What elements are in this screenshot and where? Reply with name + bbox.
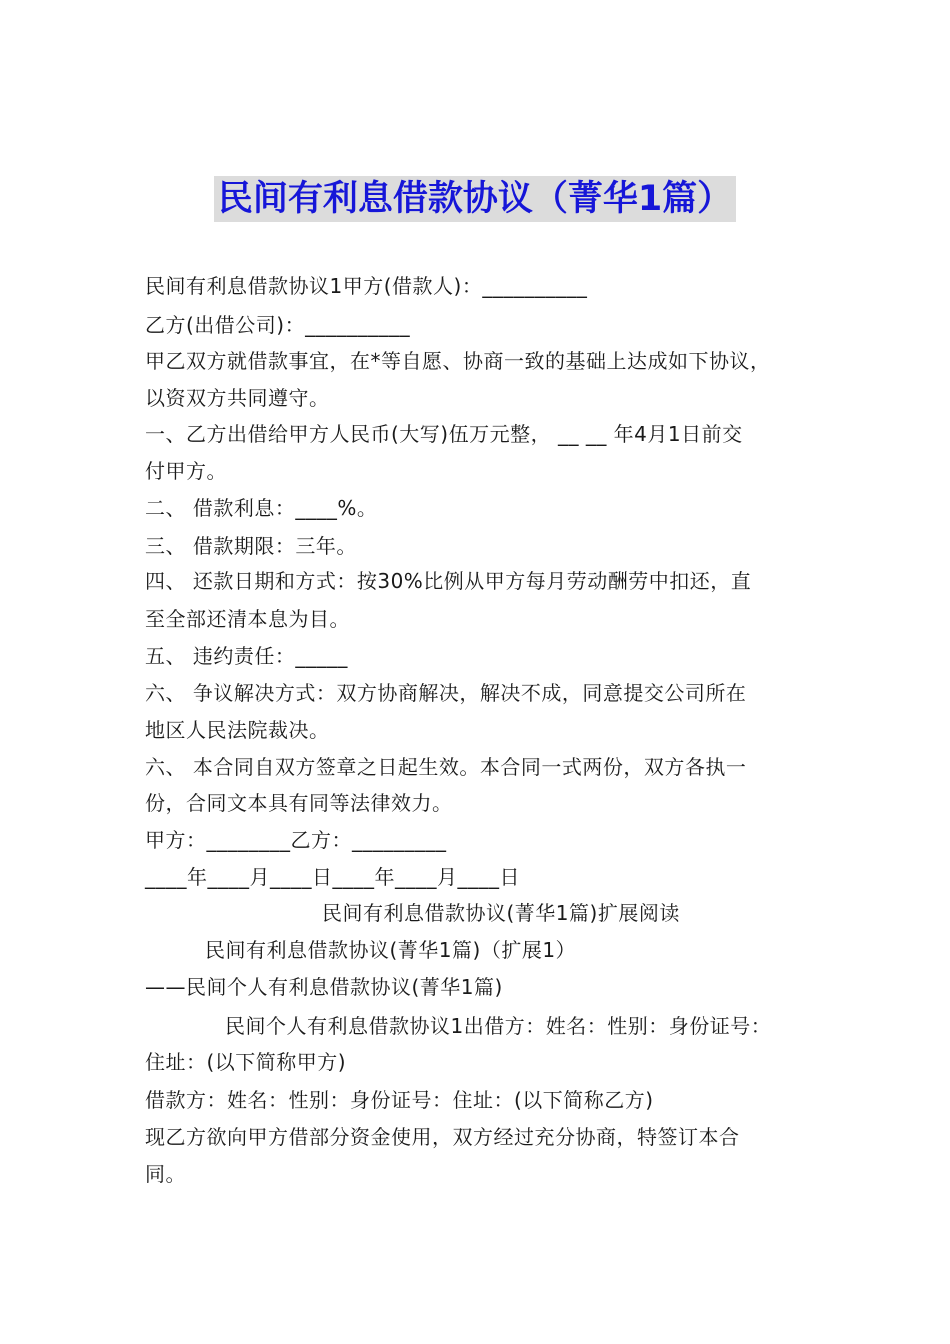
extended-reading-heading: 民间有利息借款协议(菁华1篇)扩展阅读 bbox=[322, 901, 680, 925]
text-line: 一、乙方出借给甲方人民币(大写)伍万元整， __ __ 年4月1日前交 bbox=[145, 422, 743, 446]
text-line: 乙方(出借公司)：__________ bbox=[145, 313, 411, 337]
text-line: 三、 借款期限：三年。 bbox=[145, 534, 357, 558]
text-line: 民间个人有利息借款协议1出借方：姓名：性别：身份证号： bbox=[225, 1014, 772, 1038]
extended-reading-subheading: 民间有利息借款协议(菁华1篇)（扩展1） bbox=[205, 938, 577, 962]
text-line: 甲方：________乙方：_________ bbox=[145, 828, 447, 852]
text-line: 付甲方。 bbox=[145, 459, 227, 483]
text-line: 六、 本合同自双方签章之日起生效。本合同一式两份，双方各执一 bbox=[145, 755, 747, 779]
text-line: 六、 争议解决方式：双方协商解决，解决不成，同意提交公司所在 bbox=[145, 681, 747, 705]
text-line: 借款方：姓名：性别：身份证号：住址：(以下简称乙方) bbox=[145, 1088, 654, 1112]
title-container bbox=[0, 176, 950, 222]
text-line: 四、 还款日期和方式：按30%比例从甲方每月劳动酬劳中扣还，直 bbox=[145, 569, 752, 593]
text-line: 甲乙双方就借款事宜，在*等自愿、协商一致的基础上达成如下协议， bbox=[145, 349, 771, 373]
text-line: 份，合同文本具有同等法律效力。 bbox=[145, 791, 453, 815]
text-line: 住址：(以下简称甲方) bbox=[145, 1050, 347, 1074]
text-line: 民间有利息借款协议1甲方(借款人)：__________ bbox=[145, 274, 588, 298]
text-line: 至全部还清本息为目。 bbox=[145, 607, 350, 631]
document-title: 民间有利息借款协议（菁华1篇） bbox=[214, 176, 736, 222]
text-line: ——民间个人有利息借款协议(菁华1篇) bbox=[145, 975, 503, 999]
text-line: 同。 bbox=[145, 1162, 186, 1186]
text-line: ____年____月____日____年____月____日 bbox=[145, 865, 520, 889]
text-line: 现乙方欲向甲方借部分资金使用，双方经过充分协商，特签订本合 bbox=[145, 1125, 740, 1149]
text-line: 地区人民法院裁决。 bbox=[145, 718, 330, 742]
text-line: 以资双方共同遵守。 bbox=[145, 386, 330, 410]
text-line: 二、 借款利息：____%。 bbox=[145, 496, 378, 520]
text-line: 五、 违约责任：_____ bbox=[145, 644, 348, 668]
